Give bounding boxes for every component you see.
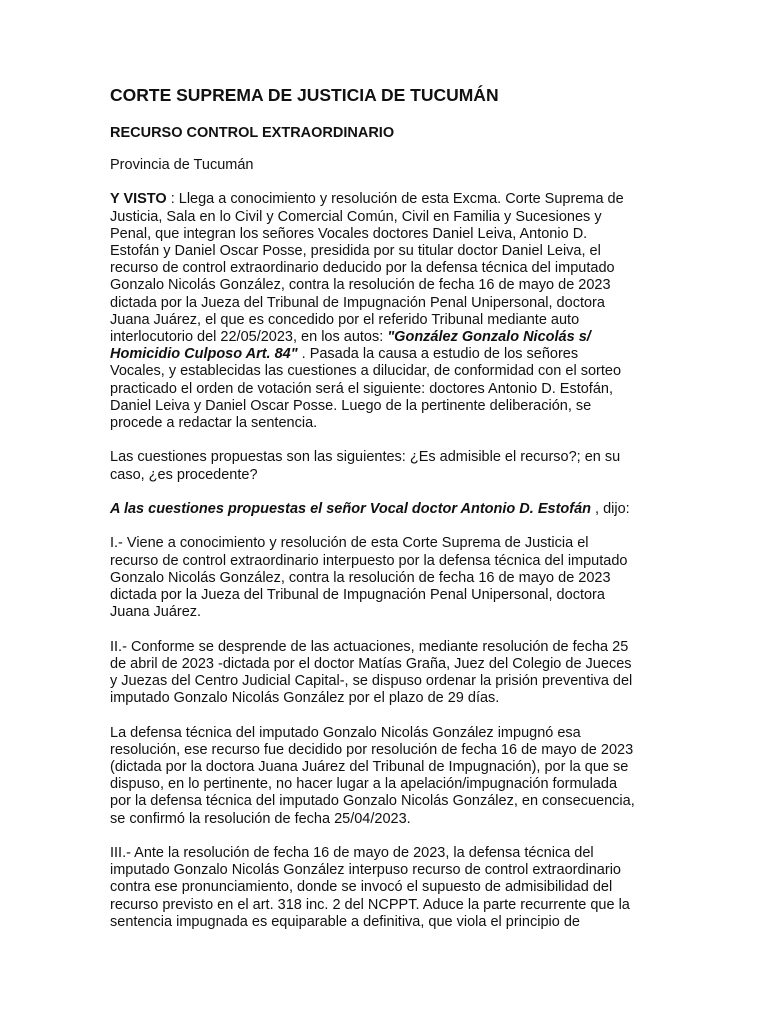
document-page <box>110 84 635 948</box>
vocal-paragraph <box>110 501 635 518</box>
court-title: CORTE SUPREMA DE JUSTICIA DE TUCUMÁN <box>110 85 499 105</box>
paragraph-i: I.- Viene a conocimiento y resolución de esta Corte Suprema de Justicia el recurso de control extraordinario interpuesto por la defensa técnica del imputado Gonzalo Nicolás González, contra la resolución de fecha 16 de mayo de 2023 dictada por la Jueza del Tribunal de Impugnación Penal Unipersonal, doctora Juana Juárez. <box>110 535 628 621</box>
visto-label: Y VISTO <box>110 191 167 208</box>
visto-paragraph <box>110 191 635 432</box>
case-title: "González Gonzalo Nicolás s/ Homicidio Culposo Art. 84" <box>110 329 591 363</box>
visto-text-1: : Llega a conocimiento y resolución de esta Excma. Corte Suprema de Justicia, Sala en lo Civil y Comercial Común, Civil en Familia y Sucesiones y Penal, que integran los señores Vocales doctores Daniel Leiva, Antonio D. Estofán y Daniel Oscar Posse, presidida por su titular doctor Daniel Leiva, el recurso de control extraordinario deducido por la defensa técnica del imputado Gonzalo Nicolás González, contra la resolución de fecha 16 de mayo de 2023 dictada por la Jueza del Tribunal de Impugnación Penal Unipersonal, doctora Juana Juárez, el que es concedido por el referido Tribunal mediante auto interlocutorio del 22/05/2023, en los autos: <box>110 191 624 346</box>
paragraph-ii: II.- Conforme se desprende de las actuaciones, mediante resolución de fecha 25 de abril de 2023 -dictada por el doctor Matías Graña, Juez del Colegio de Jueces y Juezas del Centro Judicial Capital-, se dispuso ordenar la prisión preventiva del imputado Gonzalo Nicolás González por el plazo de 29 días. <box>110 638 633 707</box>
document-type-heading: RECURSO CONTROL EXTRAORDINARIO <box>110 125 395 141</box>
paragraph-defensa: La defensa técnica del imputado Gonzalo Nicolás González impugnó esa resolución, ese recurso fue decidido por resolución de fecha 16 de mayo de 2023 (dictada por la doctora Juana Juárez del Tribunal de Impugnación), por la que se dispuso, en lo pertinente, no hacer lugar a la apelación/impugnación formulada por la defensa técnica del imputado Gonzalo Nicolás González, en consecuencia, se confirmó la resolución de fecha 25/04/2023. <box>110 724 635 827</box>
provincia-line: Provincia de Tucumán <box>110 157 254 173</box>
paragraph-iii: III.- Ante la resolución de fecha 16 de mayo de 2023, la defensa técnica del imputado Gonzalo Nicolás González interpuso recurso de control extraordinario contra ese pronunciamiento, donde se invocó el supuesto de admisibilidad del recurso previsto en el art. 318 inc. 2 del NCPPT. Aduce la parte recurrente que la sentencia impugnada es equiparable a definitiva, que viola el principio de <box>110 845 630 930</box>
vocal-intro: A las cuestiones propuestas el señor Vocal doctor Antonio D. Estofán <box>110 501 592 518</box>
vocal-dijo: , dijo: <box>591 501 630 518</box>
cuestiones-paragraph: Las cuestiones propuestas son las siguientes: ¿Es admisible el recurso?; en su caso, ¿es procedente? <box>110 449 621 483</box>
visto-text-2: . Pasada la causa a estudio de los señores Vocales, y establecidas las cuestiones a dilucidar, de conformidad con el sorteo practicado el orden de votación será el siguiente: doctores Antonio D. Estofán, Daniel Leiva y Daniel Oscar Posse. Luego de la pertinente deliberación, se procede a redactar la sentencia. <box>110 346 622 432</box>
